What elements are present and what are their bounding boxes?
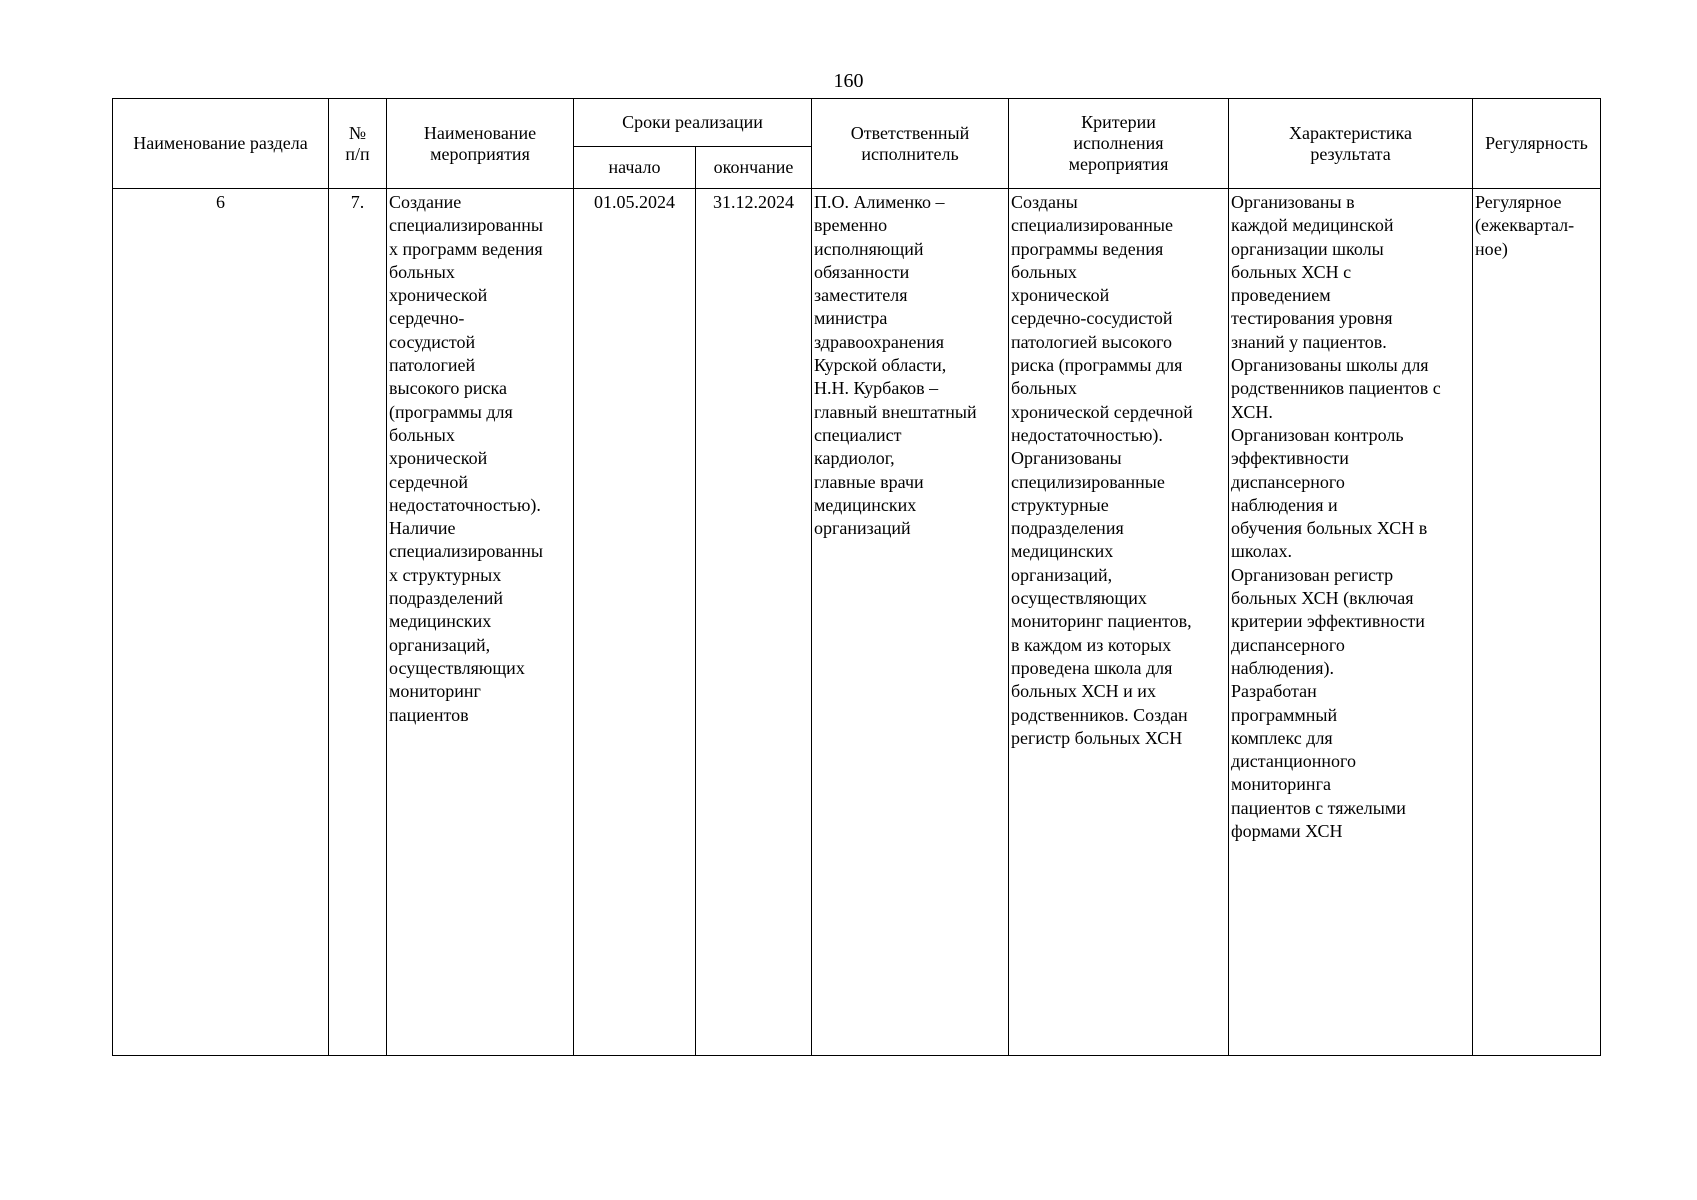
cell-result: Организованы в каждой медицинской организации школы больных ХСН с проведением тестирования уровня знаний у пациентов. Организованы школы для родственников пациентов с ХСН. Организован контроль эффективности диспансерного наблюдения и обучения больных ХСН в школах. Организован регистр больных ХСН (включая критерии эффективности диспансерного наблюдения). Разработан программный комплекс для дистанционного мониторинга пациентов с тяжелыми формами ХСН xyxy=(1229,189,1473,1056)
cell-regularity: Регулярное (ежеквартал- ное) xyxy=(1473,189,1601,1056)
plan-table xyxy=(112,98,1601,1056)
table-row xyxy=(113,189,1601,1056)
header-section-name: Наименование раздела xyxy=(113,99,329,189)
header-end: окончание xyxy=(696,147,812,189)
header-event-name: Наименование мероприятия xyxy=(387,99,574,189)
header-number: № п/п xyxy=(329,99,387,189)
header-regularity: Регулярность xyxy=(1473,99,1601,189)
header-start: начало xyxy=(574,147,696,189)
header-responsible: Ответственный исполнитель xyxy=(812,99,1009,189)
header-criteria: Критерии исполнения мероприятия xyxy=(1009,99,1229,189)
page-number: 160 xyxy=(833,70,864,92)
cell-end-date: 31.12.2024 xyxy=(696,189,812,1056)
cell-event: Создание специализированны х программ ведения больных хронической сердечно- сосудистой патологией высокого риска (программы для больных хронической сердечной недостаточностью). Наличие специализированны х структурных подразделений медицинских организаций, осуществляющих мониторинг пациентов xyxy=(387,189,574,1056)
cell-criteria: Созданы специализированные программы ведения больных хронической сердечно-сосудистой патологией высокого риска (программы для больных хронической сердечной недостаточностью). Организованы специлизированные структурные подразделения медицинских организаций, осуществляющих мониторинг пациентов, в каждом из которых проведена школа для больных ХСН и их родственников. Создан регистр больных ХСН xyxy=(1009,189,1229,1056)
cell-responsible: П.О. Алименко – временно исполняющий обязанности заместителя министра здравоохранения Курской области, Н.Н. Курбаков – главный внештатный специалист кардиолог, главные врачи медицинских организаций xyxy=(812,189,1009,1056)
cell-number: 7. xyxy=(329,189,387,1056)
header-result: Характеристика результата xyxy=(1229,99,1473,189)
cell-start-date: 01.05.2024 xyxy=(574,189,696,1056)
header-timeline: Сроки реализации xyxy=(574,99,812,147)
cell-section: 6 xyxy=(113,189,329,1056)
